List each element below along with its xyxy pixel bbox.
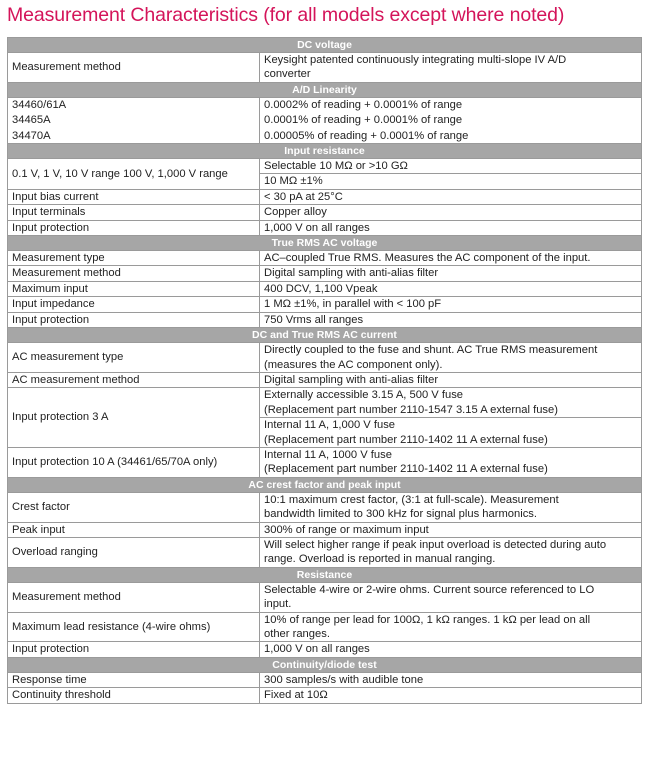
- section-header-dc-true-rms-ac-current: DC and True RMS AC current: [8, 328, 642, 343]
- row-label: Input protection 3 A: [8, 388, 260, 448]
- row-value: 300% of range or maximum input: [260, 522, 642, 537]
- spec-table: [7, 37, 642, 704]
- table-row: [8, 53, 642, 83]
- row-value: Internal 11 A, 1,000 V fuse (Replacement part number 2110-1402 11 A external fuse): [260, 418, 642, 448]
- row-value: Copper alloy: [260, 205, 642, 220]
- table-row: [8, 537, 642, 567]
- row-value: < 30 pA at 25°C: [260, 189, 642, 204]
- table-row: [8, 128, 642, 143]
- row-label: AC measurement type: [8, 343, 260, 373]
- section-header-true-rms-ac-voltage: True RMS AC voltage: [8, 236, 642, 251]
- table-row: [8, 266, 642, 281]
- table-row: [8, 312, 642, 327]
- section-header-continuity: Continuity/diode test: [8, 657, 642, 672]
- table-row: [8, 113, 642, 128]
- table-row: [8, 582, 642, 612]
- row-value: 300 samples/s with audible tone: [260, 672, 642, 687]
- row-label: Response time: [8, 672, 260, 687]
- section-header-resistance: Resistance: [8, 567, 642, 582]
- row-label: Measurement type: [8, 251, 260, 266]
- row-label: Input protection: [8, 220, 260, 235]
- table-row: [8, 388, 642, 418]
- section-header-ad-linearity: A/D Linearity: [8, 82, 642, 97]
- section-header-ac-crest-factor: AC crest factor and peak input: [8, 477, 642, 492]
- row-value: Directly coupled to the fuse and shunt. AC True RMS measurement (measures the AC component only).: [260, 343, 642, 373]
- row-label: Peak input: [8, 522, 260, 537]
- row-label: AC measurement method: [8, 372, 260, 387]
- row-value: 10% of range per lead for 100Ω, 1 kΩ ranges. 1 kΩ per lead on all other ranges.: [260, 612, 642, 642]
- table-row: [8, 522, 642, 537]
- row-label: 34460/61A: [8, 97, 260, 112]
- row-label: Maximum input: [8, 281, 260, 296]
- table-row: [8, 447, 642, 477]
- row-value: Externally accessible 3.15 A, 500 V fuse (Replacement part number 2110-1547 3.15 A external fuse): [260, 388, 642, 418]
- row-label: Measurement method: [8, 53, 260, 83]
- row-label: 34465A: [8, 113, 260, 128]
- row-value: 1,000 V on all ranges: [260, 642, 642, 657]
- table-row: [8, 97, 642, 112]
- row-value: Fixed at 10Ω: [260, 688, 642, 703]
- table-row: [8, 642, 642, 657]
- row-value: Digital sampling with anti-alias filter: [260, 372, 642, 387]
- row-value: Will select higher range if peak input overload is detected during auto range. Overload is reported in manual ranging.: [260, 537, 642, 567]
- row-value: 400 DCV, 1,100 Vpeak: [260, 281, 642, 296]
- row-label: Input protection: [8, 312, 260, 327]
- row-label: 34470A: [8, 128, 260, 143]
- table-row: [8, 612, 642, 642]
- row-label: Continuity threshold: [8, 688, 260, 703]
- row-value: 10 MΩ ±1%: [260, 174, 642, 189]
- table-row: [8, 372, 642, 387]
- table-row: [8, 672, 642, 687]
- row-label: 0.1 V, 1 V, 10 V range 100 V, 1,000 V range: [8, 159, 260, 190]
- table-row: [8, 205, 642, 220]
- table-row: [8, 189, 642, 204]
- section-header-dc-voltage: DC voltage: [8, 38, 642, 53]
- table-row: [8, 281, 642, 296]
- row-value: Internal 11 A, 1000 V fuse (Replacement part number 2110-1402 11 A external fuse): [260, 447, 642, 477]
- row-label: Input protection 10 A (34461/65/70A only): [8, 447, 260, 477]
- table-row: [8, 688, 642, 703]
- row-value: 0.0002% of reading + 0.0001% of range: [260, 97, 642, 112]
- row-label: Measurement method: [8, 266, 260, 281]
- table-row: [8, 297, 642, 312]
- row-value: Selectable 4-wire or 2-wire ohms. Current source referenced to LO input.: [260, 582, 642, 612]
- row-value: Selectable 10 MΩ or >10 GΩ: [260, 159, 642, 174]
- table-row: [8, 220, 642, 235]
- row-label: Crest factor: [8, 492, 260, 522]
- table-row: [8, 251, 642, 266]
- table-row: [8, 159, 642, 174]
- row-value: 0.00005% of reading + 0.0001% of range: [260, 128, 642, 143]
- row-value: Digital sampling with anti-alias filter: [260, 266, 642, 281]
- row-label: Input protection: [8, 642, 260, 657]
- row-label: Input terminals: [8, 205, 260, 220]
- row-label: Maximum lead resistance (4-wire ohms): [8, 612, 260, 642]
- row-value: Keysight patented continuously integrating multi-slope IV A/D converter: [260, 53, 642, 83]
- row-value: 1,000 V on all ranges: [260, 220, 642, 235]
- table-row: [8, 343, 642, 373]
- row-value: 1 MΩ ±1%, in parallel with < 100 pF: [260, 297, 642, 312]
- row-label: Input bias current: [8, 189, 260, 204]
- table-row: [8, 492, 642, 522]
- row-value: 10:1 maximum crest factor, (3:1 at full-scale). Measurement bandwidth limited to 300 kHz for signal plus harmonics.: [260, 492, 642, 522]
- row-label: Measurement method: [8, 582, 260, 612]
- row-label: Overload ranging: [8, 537, 260, 567]
- row-value: AC–coupled True RMS. Measures the AC component of the input.: [260, 251, 642, 266]
- row-label: Input impedance: [8, 297, 260, 312]
- page-title: Measurement Characteristics (for all models except where noted): [7, 4, 565, 26]
- section-header-input-resistance: Input resistance: [8, 144, 642, 159]
- row-value: 0.0001% of reading + 0.0001% of range: [260, 113, 642, 128]
- row-value: 750 Vrms all ranges: [260, 312, 642, 327]
